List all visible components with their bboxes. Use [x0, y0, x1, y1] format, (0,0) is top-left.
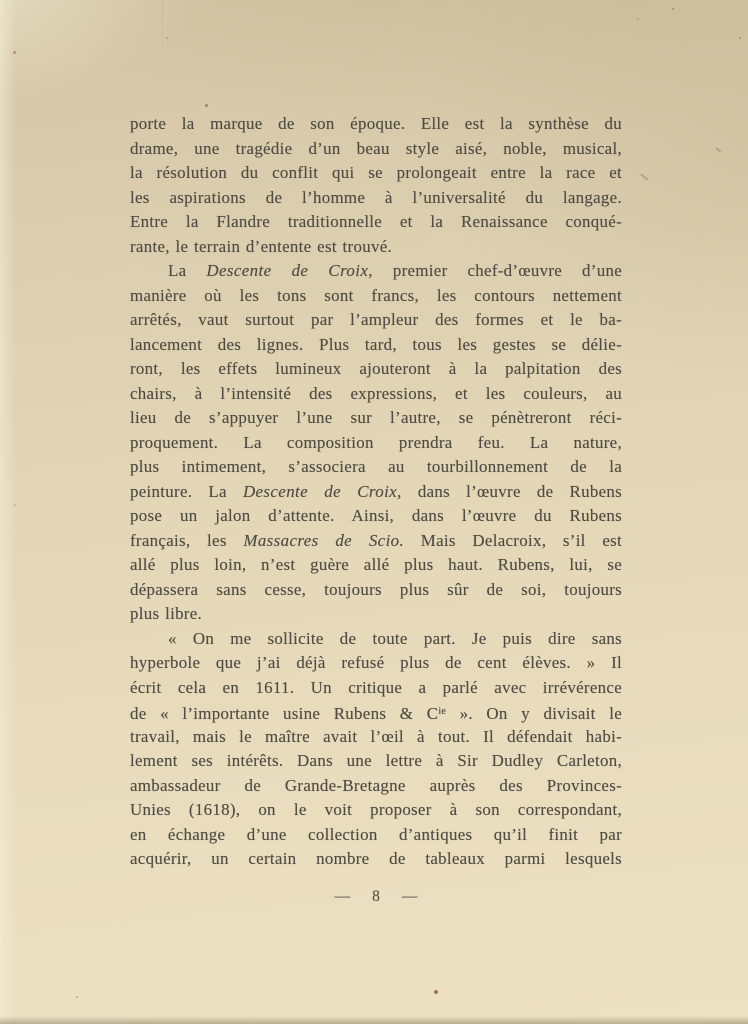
text-line: lement ses intérêts. Dans une lettre à Sir Dudley Carleton, [130, 751, 622, 770]
text-line: la résolution du conflit qui se prolongeait entre la race et [130, 163, 622, 182]
paper-scratch [715, 147, 721, 153]
text-line: ront, les effets lumineux ajouteront à la palpitation des [130, 359, 622, 378]
text-segment: ». On y divisait le [446, 704, 622, 724]
text-segment: La [168, 261, 207, 280]
text-line: arrêtés, vaut surtout par l’ampleur des formes et le ba- [130, 310, 622, 329]
text-line: drame, une tragédie d’un beau style aisé, noble, musical, [130, 138, 622, 158]
text-line: proquement. La composition prendra feu. La nature, [130, 432, 622, 452]
italic-title: Descente de Croix, [242, 481, 402, 501]
paper-speck [672, 8, 674, 10]
text-segment: peinture. La [130, 481, 243, 501]
text-segment: français, les [130, 530, 244, 550]
text-line: porte la marque de son époque. Elle est la synthèse du [130, 114, 622, 133]
text-line: hyperbole que j’ai déjà refusé plus de cent élèves. » Il [130, 653, 622, 672]
paper-speck [166, 37, 168, 39]
text-line: lancement des lignes. Plus tard, tous les gestes se délie- [130, 334, 622, 354]
footer-left-dash: — [334, 888, 351, 905]
text-line: allé plus loin, n’est guère allé plus haut. Rubens, lui, se [130, 555, 622, 574]
paper-speck [637, 18, 639, 20]
paper-speck [14, 504, 16, 506]
text-line: manière où les tons sont francs, les contours nettement [130, 285, 622, 305]
text-line: écrit cela en 1611. Un critique a parlé avec irrévérence [130, 677, 622, 697]
paper-speck [739, 37, 741, 39]
text-line: Unies (1618), on le voit proposer à son correspondant, [130, 800, 622, 819]
text-line: chairs, à l’intensité des expressions, et les couleurs, au [130, 383, 622, 403]
text-segment: Mais Delacroix, s’il est [404, 530, 622, 550]
paper-scratch [640, 173, 648, 180]
paper-speck [434, 990, 438, 994]
text-line: dépassera sans cesse, toujours plus sûr de soi, toujours [130, 579, 622, 599]
text-line: les aspirations de l’homme à l’universalité du langage. [130, 187, 622, 207]
page-number: 8 [372, 888, 380, 905]
text-line [130, 480, 622, 505]
text-line [130, 529, 622, 554]
text-line: Entre la Flandre traditionnelle et la Renaissance conqué- [130, 212, 622, 231]
paragraph [130, 259, 622, 627]
paper-crease [162, 0, 163, 62]
paper-speck [76, 996, 78, 998]
text-line: pose un jalon d’attente. Ainsi, dans l’œuvre du Rubens [130, 506, 622, 525]
paragraph [130, 112, 622, 259]
paragraph [130, 627, 622, 872]
text-line: acquérir, un certain nombre de tableaux parmi lesquels [130, 849, 622, 868]
text-segment: premier chef-d’œuvre d’une [372, 261, 622, 280]
text-line: rante, le terrain d’entente est trouvé. [130, 236, 393, 256]
footer-right-dash: — [401, 888, 418, 905]
text-line: plus libre. [130, 604, 203, 623]
text-segment: dans l’œuvre de Rubens [401, 481, 622, 501]
paper-speck [205, 104, 208, 107]
paper-speck [13, 51, 16, 54]
text-line: plus intimement, s’associera au tourbillonnement de la [130, 457, 622, 476]
text-line [130, 259, 622, 284]
italic-title: Descente de Croix, [206, 261, 373, 280]
superscript: ie [438, 706, 447, 717]
page-text [130, 112, 622, 872]
text-line: lieu de s’appuyer l’une sur l’autre, se pénètreront réci- [130, 408, 622, 427]
text-segment: de « l’importante usine Rubens & C [130, 704, 439, 724]
text-line: en échange d’une collection d’antiques qu’il finit par [130, 824, 622, 844]
text-line: « On me sollicite de toute part. Je puis dire sans [168, 628, 622, 648]
text-line: ambassadeur de Grande-Bretagne auprès des Provinces- [130, 775, 622, 795]
text-line [130, 700, 622, 725]
italic-title: Massacres de Scio. [243, 530, 405, 550]
text-line: travail, mais le maître avait l’œil à tout. Il défendait habi- [130, 726, 622, 746]
page-footer [130, 887, 622, 907]
